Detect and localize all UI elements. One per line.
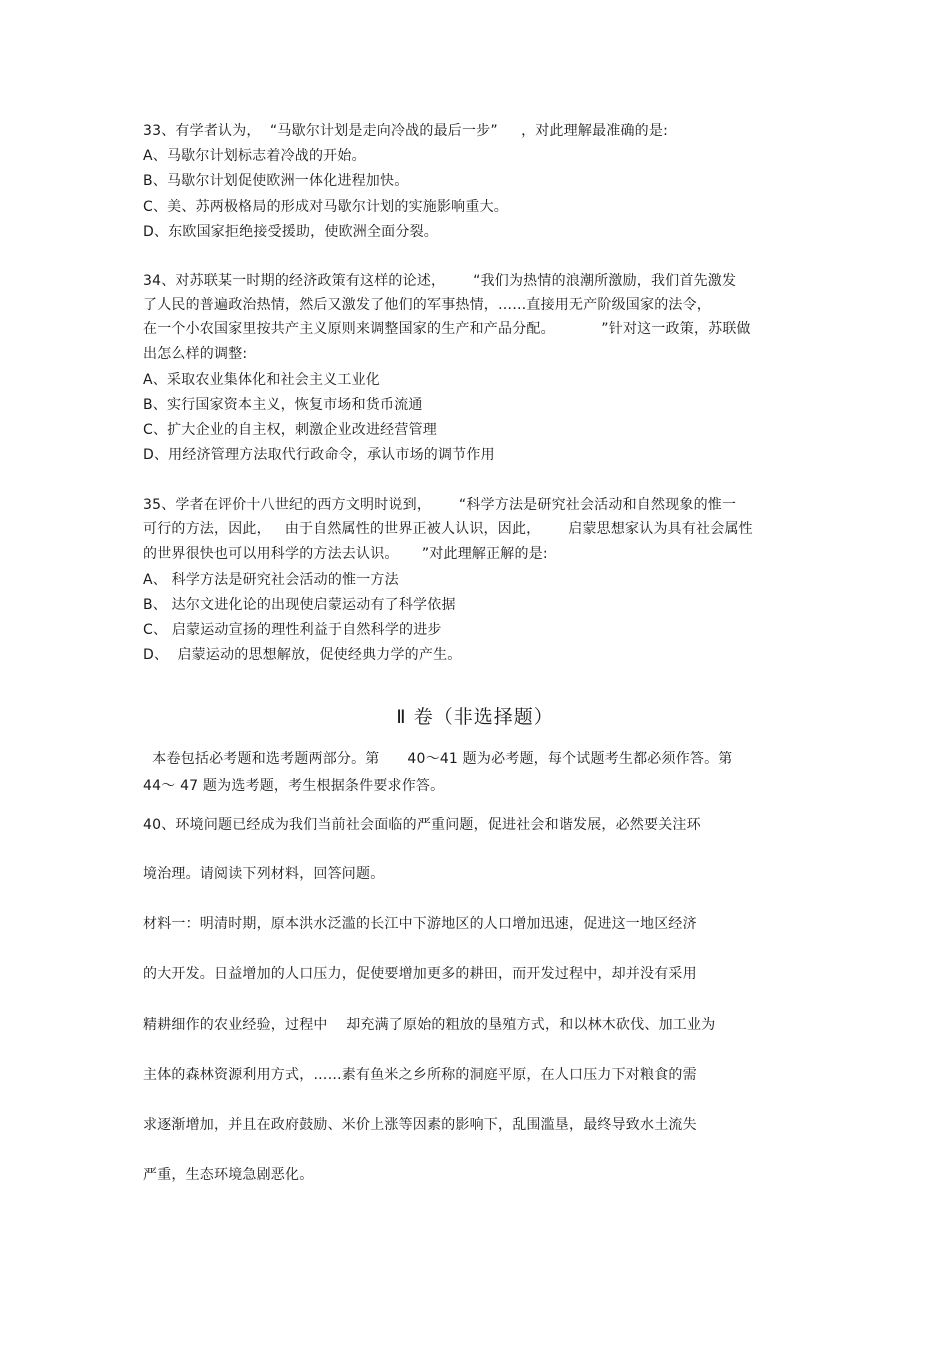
- question-40-line-1: 40、环境问题已经成为我们当前社会面临的严重问题，促进社会和谐发展，必然要关注环: [143, 817, 701, 833]
- material-1-line-1: 材料一：明清时期，原本洪水泛滥的长江中下游地区的人口增加迅速，促进这一地区经济: [143, 916, 697, 932]
- section-intro-line-2: 44～ 47 题为选考题，考生根据条件要求作答。: [143, 778, 445, 794]
- question-34-option-a: A、采取农业集体化和社会主义工业化: [143, 372, 380, 388]
- question-33-option-d: D、东欧国家拒绝接受援助，使欧洲全面分裂。: [143, 224, 438, 240]
- question-35-stem-line-2: 可行的方法，因此， 由于自然属性的世界正被人认识，因此， 启蒙思想家认为具有社会属性: [143, 521, 753, 537]
- question-40-line-2: 境治理。请阅读下列材料，回答问题。: [143, 866, 385, 882]
- material-1-line-2: 的大开发。日益增加的人口压力，促使要增加更多的耕田，而开发过程中，却并没有采用: [143, 966, 697, 982]
- question-34-stem-line-1: 34、对苏联某一时期的经济政策有这样的论述， “我们为热情的浪潮所激励，我们首先激发: [143, 273, 737, 289]
- question-35-option-d: D、 启蒙运动的思想解放，促使经典力学的产生。: [143, 647, 462, 663]
- section-intro-line-1: 本卷包括必考题和选考题两部分。第 40～41 题为必考题，每个试题考生都必须作答。第: [143, 751, 733, 767]
- section-title: Ⅱ 卷（非选择题）: [396, 706, 554, 728]
- question-34-stem-line-2: 了人民的普遍政治热情，然后又激发了他们的军事热情，……直接用无产阶级国家的法令，: [143, 297, 711, 313]
- question-33-option-b: B、马歇尔计划促使欧洲一体化进程加快。: [143, 173, 409, 189]
- material-1-line-4: 主体的森林资源利用方式，……素有鱼米之乡所称的洞庭平原，在人口压力下对粮食的需: [143, 1067, 697, 1083]
- material-1-line-6: 严重，生态环境急剧恶化。: [143, 1167, 314, 1183]
- question-34-option-c: C、扩大企业的自主权，刺激企业改进经营管理: [143, 422, 437, 438]
- question-34-stem-line-3: 在一个小农国家里按共产主义原则来调整国家的生产和产品分配。 ”针对这一政策，苏联做: [143, 321, 751, 337]
- question-33-stem: 33、有学者认为， “马歇尔计划是走向冷战的最后一步” ，对此理解最准确的是:: [143, 123, 668, 139]
- question-35-stem-line-3: 的世界很快也可以用科学的方法去认识。 ”对此理解正解的是:: [143, 546, 548, 562]
- question-33-option-a: A、马歇尔计划标志着冷战的开始。: [143, 148, 366, 164]
- material-1-line-5: 求逐渐增加，并且在政府鼓励、米价上涨等因素的影响下，乱围滥垦，最终导致水土流失: [143, 1117, 697, 1133]
- material-1-line-3: 精耕细作的农业经验，过程中 却充满了原始的粗放的垦殖方式，和以林木砍伐、加工业为: [143, 1017, 716, 1033]
- question-35-option-b: B、 达尔文进化论的出现使启蒙运动有了科学依据: [143, 597, 456, 613]
- question-35-stem-line-1: 35、学者在评价十八世纪的西方文明时说到， “科学方法是研究社会活动和自然现象的惟一: [143, 497, 737, 513]
- question-33-option-c: C、美、苏两极格局的形成对马歇尔计划的实施影响重大。: [143, 199, 508, 215]
- question-35-option-a: A、 科学方法是研究社会活动的惟一方法: [143, 572, 399, 588]
- question-35-option-c: C、 启蒙运动宣扬的理性利益于自然科学的进步: [143, 622, 442, 638]
- question-34-option-b: B、实行国家资本主义，恢复市场和货币流通: [143, 397, 423, 413]
- question-34-option-d: D、用经济管理方法取代行政命令，承认市场的调节作用: [143, 447, 495, 463]
- question-34-stem-line-4: 出怎么样的调整:: [143, 346, 248, 362]
